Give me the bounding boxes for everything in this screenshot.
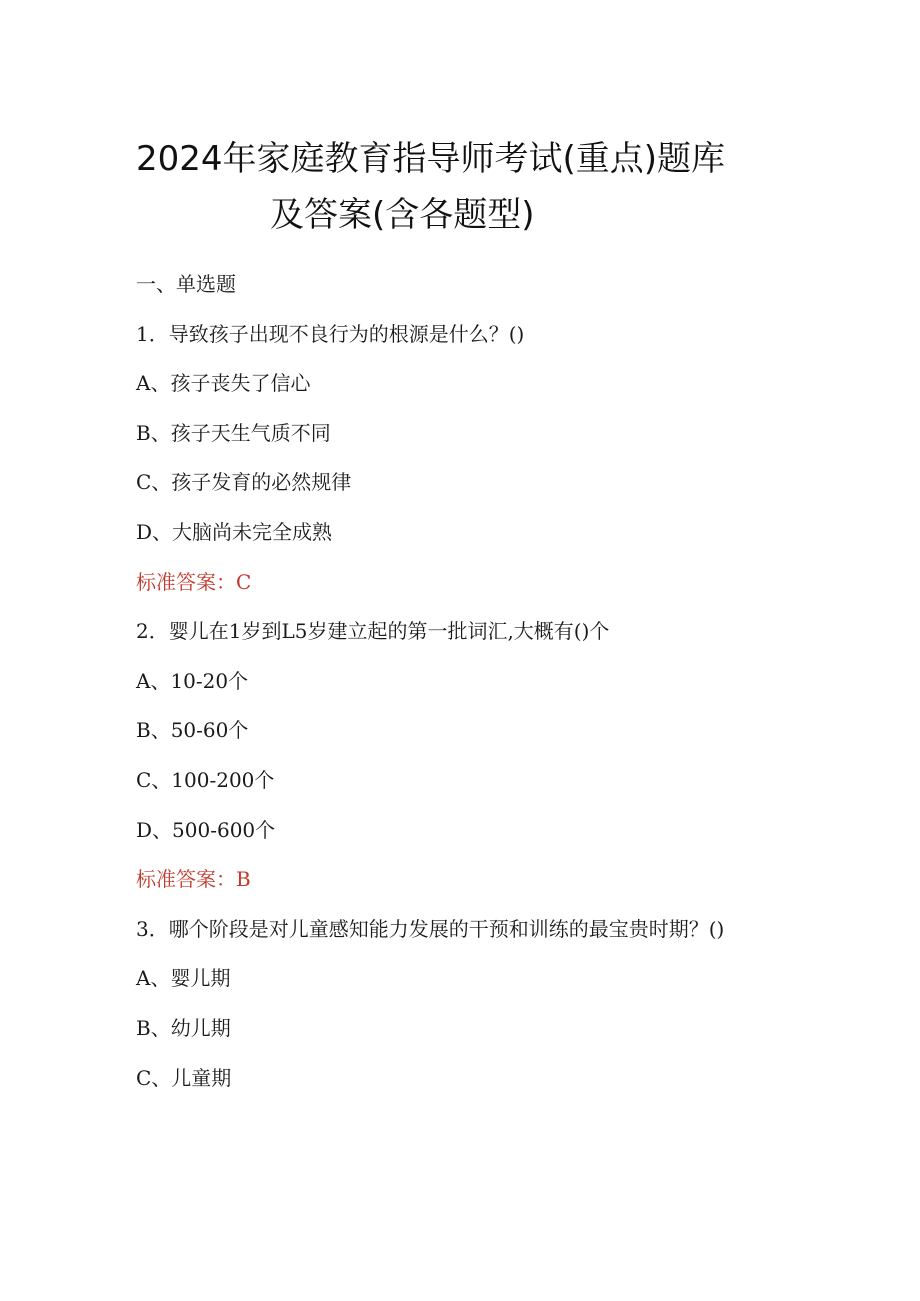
question-1-stem: 1．导致孩子出现不良行为的根源是什么？() bbox=[136, 321, 525, 346]
question-2-option-a: A、10-20个 bbox=[136, 668, 249, 693]
question-1-option-a: A、孩子丧失了信心 bbox=[136, 371, 311, 396]
question-2-answer: 标准答案：B bbox=[136, 867, 251, 892]
question-3-option-c: C、儿童期 bbox=[136, 1065, 232, 1090]
question-2-option-d: D、500-600个 bbox=[136, 817, 276, 842]
question-1-option-b: B、孩子天生气质不同 bbox=[136, 420, 331, 445]
question-2-option-c: C、100-200个 bbox=[136, 767, 275, 792]
question-1-option-c: C、孩子发育的必然规律 bbox=[136, 470, 352, 495]
document-title bbox=[120, 131, 800, 243]
question-3-stem: 3．哪个阶段是对儿童感知能力发展的干预和训练的最宝贵时期？() bbox=[136, 916, 725, 941]
document-body bbox=[136, 265, 816, 1108]
question-1-option-d: D、大脑尚未完全成熟 bbox=[136, 519, 333, 544]
question-2-stem: 2．婴儿在1岁到L5岁建立起的第一批词汇,大概有()个 bbox=[136, 619, 610, 644]
title-line-2: 及答案(含各题型) bbox=[270, 194, 535, 235]
section-heading: 一、单选题 bbox=[136, 272, 236, 296]
question-3-option-a: A、婴儿期 bbox=[136, 966, 231, 991]
question-2-option-b: B、50-60个 bbox=[136, 718, 249, 743]
question-1-answer: 标准答案：C bbox=[136, 569, 252, 594]
title-line-1: 2024年家庭教育指导师考试(重点)题库 bbox=[136, 138, 726, 179]
question-3-option-b: B、幼儿期 bbox=[136, 1015, 231, 1040]
